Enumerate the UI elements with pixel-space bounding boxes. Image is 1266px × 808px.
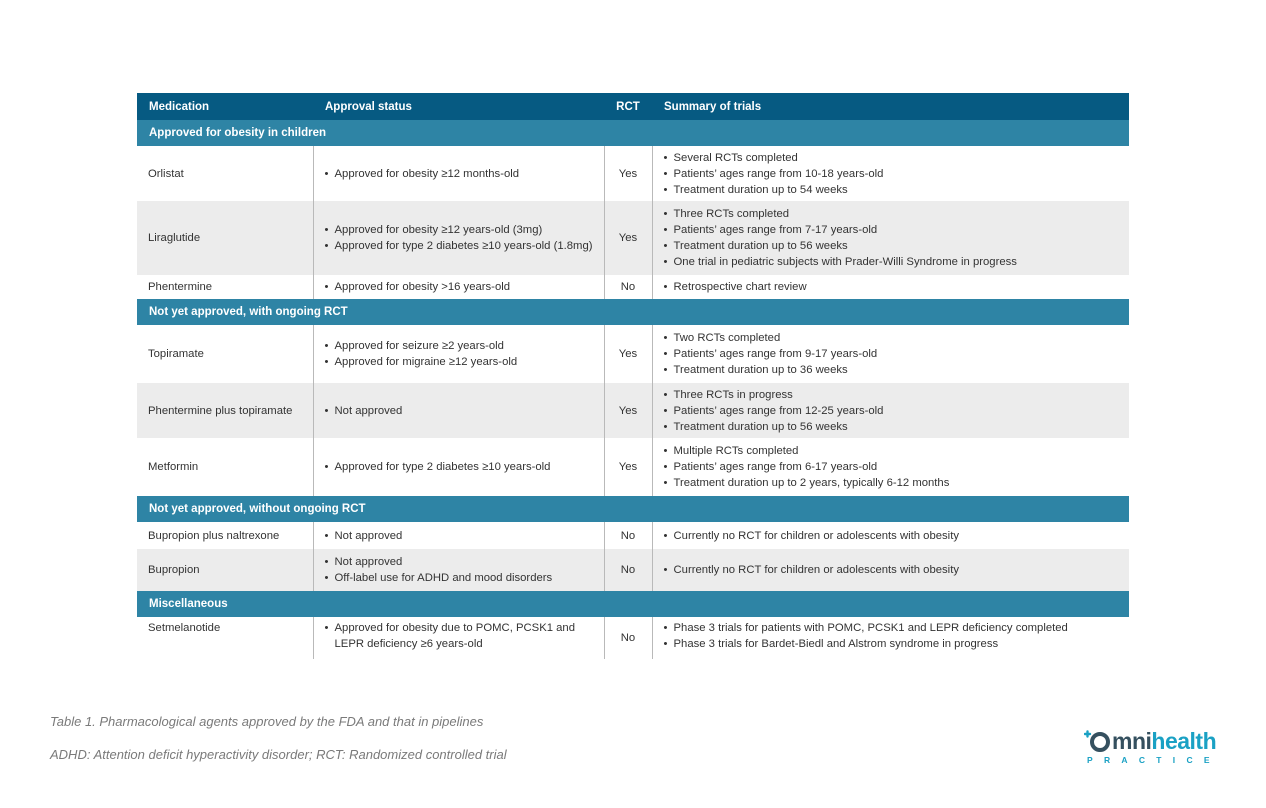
header-approval-status: Approval status	[313, 93, 604, 120]
rct-cell: No	[604, 522, 652, 549]
list-item: • Approved for type 2 diabetes ≥10 years-old	[325, 459, 593, 475]
list-item: • Three RCTs completed	[664, 206, 1119, 222]
summary-of-trials-cell	[652, 383, 1129, 438]
list-item: • Approved for obesity >16 years-old	[325, 279, 593, 295]
list-item: • Multiple RCTs completed	[664, 443, 1119, 459]
table-row	[137, 383, 1129, 438]
list-item: • Approved for seizure ≥2 years-old	[325, 338, 593, 354]
table-row	[137, 325, 1129, 383]
list-item: • Patients’ ages range from 6-17 years-old	[664, 459, 1119, 475]
list-item: • Approved for migraine ≥12 years-old	[325, 354, 593, 370]
list-item: • Treatment duration up to 56 weeks	[664, 238, 1119, 254]
approval-status-cell	[313, 522, 604, 549]
approval-status-cell	[313, 201, 604, 275]
approval-status-list	[325, 620, 593, 652]
medication-cell: Topiramate	[137, 325, 313, 383]
medication-cell: Metformin	[137, 438, 313, 496]
medication-cell: Setmelanotide	[137, 617, 313, 659]
list-item: • Currently no RCT for children or adolescents with obesity	[664, 562, 1119, 578]
rct-cell: No	[604, 275, 652, 299]
medication-cell: Liraglutide	[137, 201, 313, 275]
list-item: • One trial in pediatric subjects with Prader-Willi Syndrome in progress	[664, 254, 1119, 270]
list-item: • Phase 3 trials for patients with POMC, PCSK1 and LEPR deficiency completed	[664, 620, 1119, 636]
list-item: • Treatment duration up to 36 weeks	[664, 362, 1119, 378]
approval-status-list	[325, 528, 593, 544]
approval-status-cell	[313, 146, 604, 201]
approval-status-list	[325, 403, 593, 419]
list-item: • Retrospective chart review	[664, 279, 1119, 295]
logo-tagline: PRACTICE	[1087, 755, 1221, 765]
medication-table	[137, 93, 1129, 659]
medication-cell: Bupropion	[137, 549, 313, 591]
summary-of-trials-list	[664, 443, 1119, 491]
section-header-row	[137, 120, 1129, 146]
summary-of-trials-cell	[652, 438, 1129, 496]
medication-cell: Phentermine plus topiramate	[137, 383, 313, 438]
list-item: • Currently no RCT for children or adolescents with obesity	[664, 528, 1119, 544]
list-item: • Not approved	[325, 554, 593, 570]
list-item: • Patients’ ages range from 7-17 years-old	[664, 222, 1119, 238]
approval-status-cell	[313, 549, 604, 591]
rct-cell: Yes	[604, 438, 652, 496]
list-item: • Approved for obesity ≥12 years-old (3mg)	[325, 222, 593, 238]
table-row	[137, 522, 1129, 549]
rct-cell: Yes	[604, 325, 652, 383]
list-item: • Patients’ ages range from 12-25 years-old	[664, 403, 1119, 419]
summary-of-trials-list	[664, 279, 1119, 295]
summary-of-trials-list	[664, 528, 1119, 544]
table-caption: Table 1. Pharmacological agents approved by the FDA and that in pipelines	[50, 714, 484, 729]
approval-status-cell	[313, 438, 604, 496]
section-title: Not yet approved, without ongoing RCT	[137, 496, 1129, 522]
approval-status-list	[325, 459, 593, 475]
header-summary-of-trials: Summary of trials	[652, 93, 1129, 120]
approval-status-list	[325, 338, 593, 370]
rct-cell: No	[604, 549, 652, 591]
section-title: Approved for obesity in children	[137, 120, 1129, 146]
summary-of-trials-cell	[652, 617, 1129, 659]
logo-word-health: health	[1151, 728, 1217, 754]
rct-cell: Yes	[604, 383, 652, 438]
list-item: • Treatment duration up to 56 weeks	[664, 419, 1119, 435]
table-row	[137, 438, 1129, 496]
table-row	[137, 275, 1129, 299]
summary-of-trials-list	[664, 330, 1119, 378]
summary-of-trials-list	[664, 620, 1119, 652]
list-item: • Off-label use for ADHD and mood disorders	[325, 570, 593, 586]
summary-of-trials-cell	[652, 325, 1129, 383]
section-header-row	[137, 496, 1129, 522]
summary-of-trials-cell	[652, 275, 1129, 299]
table-row	[137, 201, 1129, 275]
summary-of-trials-cell	[652, 201, 1129, 275]
rct-cell: Yes	[604, 146, 652, 201]
section-header-row	[137, 591, 1129, 617]
list-item: • Patients’ ages range from 10-18 years-old	[664, 166, 1119, 182]
rct-cell: No	[604, 617, 652, 659]
logo-wordmark	[1112, 728, 1216, 754]
section-title: Not yet approved, with ongoing RCT	[137, 299, 1129, 325]
section-header-row	[137, 299, 1129, 325]
list-item: • Treatment duration up to 2 years, typically 6-12 months	[664, 475, 1119, 491]
list-item: • Not approved	[325, 528, 593, 544]
omnihealth-logo	[1084, 728, 1221, 765]
header-rct: RCT	[604, 93, 652, 120]
rct-cell: Yes	[604, 201, 652, 275]
approval-status-list	[325, 222, 593, 254]
abbreviations-note: ADHD: Attention deficit hyperactivity disorder; RCT: Randomized controlled trial	[50, 747, 507, 762]
summary-of-trials-cell	[652, 146, 1129, 201]
logo-word-mni: mni	[1112, 728, 1152, 754]
summary-of-trials-list	[664, 150, 1119, 198]
summary-of-trials-cell	[652, 522, 1129, 549]
summary-of-trials-list	[664, 206, 1119, 270]
list-item: • Two RCTs completed	[664, 330, 1119, 346]
table-row	[137, 617, 1129, 659]
approval-status-cell	[313, 275, 604, 299]
table-row	[137, 146, 1129, 201]
summary-of-trials-list	[664, 562, 1119, 578]
approval-status-list	[325, 554, 593, 586]
omni-o-cross-icon	[1084, 729, 1112, 753]
list-item: • Patients’ ages range from 9-17 years-old	[664, 346, 1119, 362]
list-item: • Approved for obesity ≥12 months-old	[325, 166, 593, 182]
approval-status-list	[325, 279, 593, 295]
summary-of-trials-cell	[652, 549, 1129, 591]
table-header-row	[137, 93, 1129, 120]
list-item: • Treatment duration up to 54 weeks	[664, 182, 1119, 198]
list-item: • Not approved	[325, 403, 593, 419]
approval-status-cell	[313, 383, 604, 438]
table-row	[137, 549, 1129, 591]
medication-cell: Orlistat	[137, 146, 313, 201]
approval-status-cell	[313, 617, 604, 659]
section-title: Miscellaneous	[137, 591, 1129, 617]
medication-cell: Bupropion plus naltrexone	[137, 522, 313, 549]
list-item: • Several RCTs completed	[664, 150, 1119, 166]
header-medication: Medication	[137, 93, 313, 120]
approval-status-list	[325, 166, 593, 182]
medication-cell: Phentermine	[137, 275, 313, 299]
summary-of-trials-list	[664, 387, 1119, 435]
list-item: • Phase 3 trials for Bardet-Biedl and Alstrom syndrome in progress	[664, 636, 1119, 652]
list-item: • Approved for type 2 diabetes ≥10 years-old (1.8mg)	[325, 238, 593, 254]
approval-status-cell	[313, 325, 604, 383]
list-item: • Approved for obesity due to POMC, PCSK1 and LEPR deficiency ≥6 years-old	[325, 620, 593, 652]
list-item: • Three RCTs in progress	[664, 387, 1119, 403]
